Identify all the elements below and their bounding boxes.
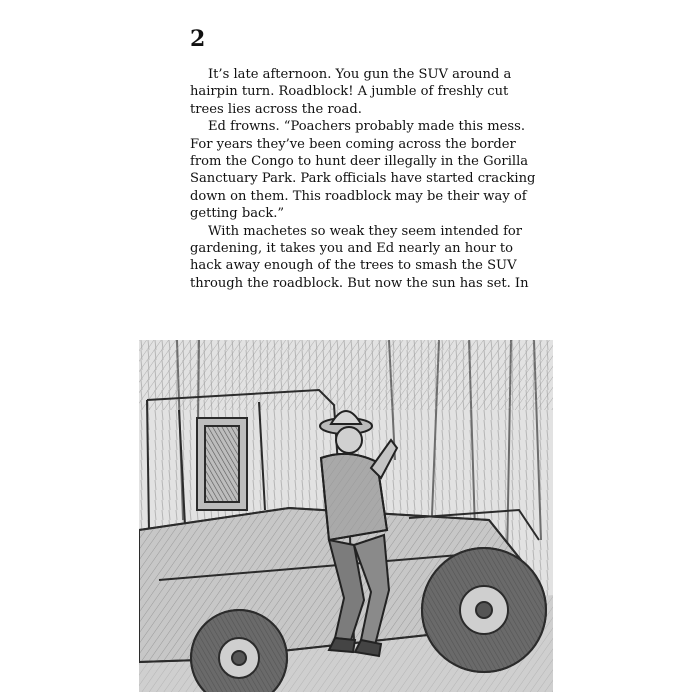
story-line: For years they’ve been coming across the border: [190, 136, 516, 152]
story-line: hairpin turn. Roadblock! A jumble of freshly cut: [190, 84, 509, 100]
story-line: With machetes so weak they seem intended for: [208, 223, 523, 239]
story-line: down on them. This roadblock may be their way of: [190, 188, 527, 204]
story-line: Ed frowns. “Poachers probably made this mess.: [208, 119, 525, 135]
jeep-illustration: [139, 340, 553, 692]
story-line: Sanctuary Park. Park officials have started cracking: [190, 171, 536, 187]
story-line: from the Congo to hunt deer illegally in the Gorilla: [190, 153, 529, 169]
story-line: through the roadblock. But now the sun has set. In: [190, 275, 529, 291]
story-line: getting back.”: [190, 206, 285, 222]
story-line: trees lies across the road.: [190, 101, 362, 117]
story-line: It’s late afternoon. You gun the SUV around a: [208, 67, 512, 82]
story-line: hack away enough of the trees to smash the SUV: [190, 258, 517, 274]
page-number: 2: [190, 26, 206, 52]
story-text: [190, 66, 536, 292]
story-line: gardening, it takes you and Ed nearly an hour to: [190, 240, 514, 256]
